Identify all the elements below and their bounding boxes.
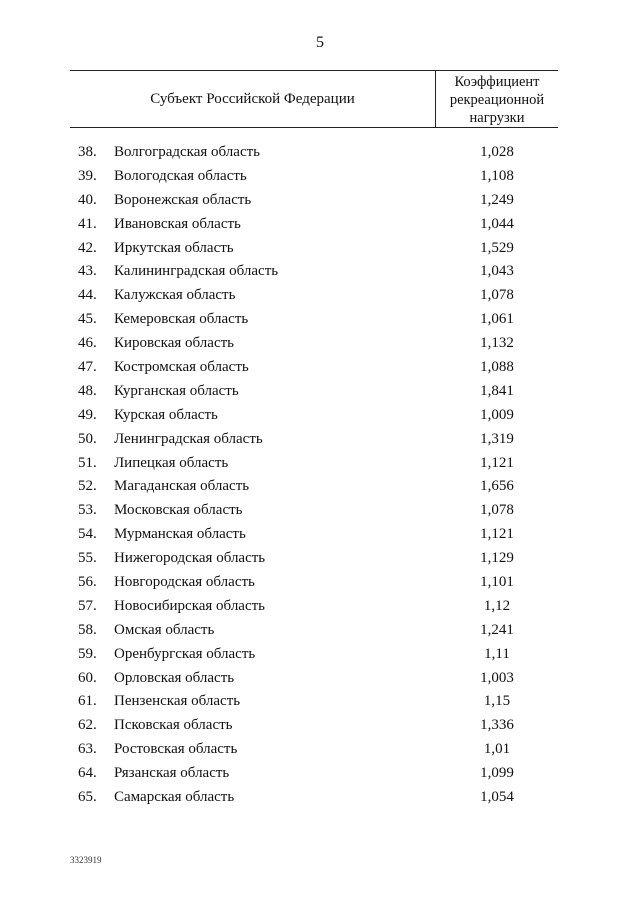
table-row bbox=[0, 356, 640, 380]
table-row bbox=[0, 619, 640, 643]
row-coefficient-value: 1,078 bbox=[480, 287, 514, 304]
header-coef-line2: рекреационной bbox=[449, 92, 545, 108]
row-region-name: Курганская область bbox=[114, 382, 239, 399]
row-region-name: Псковская область bbox=[114, 717, 233, 734]
row-region-name: Вологодская область bbox=[114, 167, 247, 184]
row-region-name: Московская область bbox=[114, 502, 243, 519]
row-number: 60. bbox=[78, 669, 97, 686]
row-coefficient-value: 1,529 bbox=[480, 239, 514, 256]
row-number: 47. bbox=[78, 359, 97, 376]
header-subject-label: Субъект Российской Федерации bbox=[150, 90, 355, 107]
table-row bbox=[0, 165, 640, 189]
row-number: 58. bbox=[78, 621, 97, 638]
row-number: 54. bbox=[78, 526, 97, 543]
row-number: 49. bbox=[78, 406, 97, 423]
table-row bbox=[0, 380, 640, 404]
row-coefficient-value: 1,841 bbox=[480, 382, 514, 399]
row-number: 44. bbox=[78, 287, 97, 304]
row-coefficient-value: 1,121 bbox=[480, 454, 514, 471]
header-coef-line3: нагрузки bbox=[469, 110, 525, 126]
row-coefficient-value: 1,108 bbox=[480, 167, 514, 184]
row-region-name: Иркутская область bbox=[114, 239, 234, 256]
row-region-name: Воронежская область bbox=[114, 191, 252, 208]
row-number: 48. bbox=[78, 382, 97, 399]
row-number: 63. bbox=[78, 741, 97, 758]
table-row bbox=[0, 738, 640, 762]
row-number: 57. bbox=[78, 597, 97, 614]
row-coefficient-value: 1,054 bbox=[480, 789, 514, 806]
row-number: 61. bbox=[78, 693, 97, 710]
row-coefficient-value: 1,061 bbox=[480, 311, 514, 328]
row-number: 46. bbox=[78, 335, 97, 352]
row-coefficient-value: 1,088 bbox=[480, 359, 514, 376]
row-number: 52. bbox=[78, 478, 97, 495]
row-coefficient-value: 1,11 bbox=[484, 645, 510, 662]
row-coefficient-value: 1,01 bbox=[483, 741, 511, 758]
table-row bbox=[0, 260, 640, 284]
table-row bbox=[0, 762, 640, 786]
table-row bbox=[0, 452, 640, 476]
row-coefficient-value: 1,028 bbox=[480, 144, 514, 160]
row-coefficient-value: 1,319 bbox=[480, 430, 514, 447]
row-region-name: Мурманская область bbox=[114, 526, 246, 543]
row-coefficient-value: 1,241 bbox=[480, 621, 514, 638]
page-number: 5 bbox=[316, 34, 324, 51]
table-row bbox=[0, 690, 640, 714]
row-number: 53. bbox=[78, 502, 97, 519]
row-coefficient-value: 1,15 bbox=[483, 693, 511, 710]
row-coefficient-value: 1,009 bbox=[480, 406, 514, 423]
row-region-name: Оренбургская область bbox=[114, 645, 256, 662]
row-coefficient-value: 1,336 bbox=[480, 717, 514, 734]
row-number: 51. bbox=[78, 454, 97, 471]
document-code: 3323919 bbox=[70, 855, 102, 865]
table-row bbox=[0, 428, 640, 452]
table-row bbox=[0, 571, 640, 595]
row-coefficient-value: 1,129 bbox=[480, 550, 514, 567]
table-row bbox=[0, 714, 640, 738]
row-coefficient-value: 1,249 bbox=[480, 191, 514, 208]
row-number: 62. bbox=[78, 717, 97, 734]
table-row bbox=[0, 523, 640, 547]
row-number: 59. bbox=[78, 645, 97, 662]
row-region-name: Ивановская область bbox=[114, 215, 241, 232]
table-row bbox=[0, 499, 640, 523]
row-region-name: Липецкая область bbox=[114, 454, 229, 471]
row-region-name: Рязанская область bbox=[114, 765, 230, 782]
table-row bbox=[0, 332, 640, 356]
row-region-name: Нижегородская область bbox=[114, 550, 266, 567]
row-region-name: Магаданская область bbox=[114, 478, 250, 495]
row-number: 41. bbox=[78, 215, 97, 232]
row-number: 50. bbox=[78, 430, 97, 447]
header-coefficient-label bbox=[436, 73, 558, 127]
row-coefficient-value: 1,078 bbox=[480, 502, 514, 519]
table-row bbox=[0, 643, 640, 667]
row-number: 42. bbox=[78, 239, 97, 256]
row-number: 55. bbox=[78, 550, 97, 567]
row-region-name: Ленинградская область bbox=[114, 430, 263, 447]
row-number: 56. bbox=[78, 574, 97, 591]
row-region-name: Пензенская область bbox=[114, 693, 241, 710]
table-row bbox=[0, 595, 640, 619]
row-region-name: Волгоградская область bbox=[114, 144, 260, 160]
table-row bbox=[0, 667, 640, 691]
row-coefficient-value: 1,12 bbox=[483, 597, 511, 614]
table-row bbox=[0, 284, 640, 308]
row-coefficient-value: 1,044 bbox=[480, 215, 514, 232]
table-body bbox=[0, 141, 640, 810]
row-region-name: Самарская область bbox=[114, 789, 235, 806]
table-row bbox=[0, 308, 640, 332]
row-coefficient-value: 1,099 bbox=[480, 765, 514, 782]
table-row bbox=[0, 547, 640, 571]
row-coefficient-value: 1,132 bbox=[480, 335, 514, 352]
row-coefficient-value: 1,656 bbox=[480, 478, 514, 495]
row-coefficient-value: 1,043 bbox=[480, 263, 514, 280]
table-row bbox=[0, 475, 640, 499]
table-header bbox=[70, 70, 558, 128]
table-row bbox=[0, 189, 640, 213]
row-region-name: Новосибирская область bbox=[114, 597, 266, 614]
row-region-name: Кировская область bbox=[114, 335, 235, 352]
row-region-name: Ростовская область bbox=[114, 741, 238, 758]
row-number: 39. bbox=[78, 167, 97, 184]
row-region-name: Калининградская область bbox=[114, 263, 279, 280]
table-row bbox=[0, 404, 640, 428]
row-number: 64. bbox=[78, 765, 97, 782]
row-coefficient-value: 1,101 bbox=[480, 574, 514, 591]
row-number: 40. bbox=[78, 191, 97, 208]
row-number: 45. bbox=[78, 311, 97, 328]
row-coefficient-value: 1,003 bbox=[480, 669, 514, 686]
row-region-name: Калужская область bbox=[114, 287, 236, 304]
row-number: 43. bbox=[78, 263, 97, 280]
row-region-name: Костромская область bbox=[114, 359, 249, 376]
table-row bbox=[0, 141, 640, 165]
row-region-name: Кемеровская область bbox=[114, 311, 249, 328]
header-coef-line1: Коэффициент bbox=[454, 74, 540, 90]
row-number: 65. bbox=[78, 789, 97, 806]
row-region-name: Омская область bbox=[114, 621, 215, 638]
row-coefficient-value: 1,121 bbox=[480, 526, 514, 543]
table-row bbox=[0, 237, 640, 261]
row-region-name: Орловская область bbox=[114, 669, 235, 686]
row-region-name: Курская область bbox=[114, 406, 218, 423]
row-region-name: Новгородская область bbox=[114, 574, 255, 591]
table-row bbox=[0, 786, 640, 810]
table-row bbox=[0, 213, 640, 237]
row-number: 38. bbox=[78, 144, 97, 160]
